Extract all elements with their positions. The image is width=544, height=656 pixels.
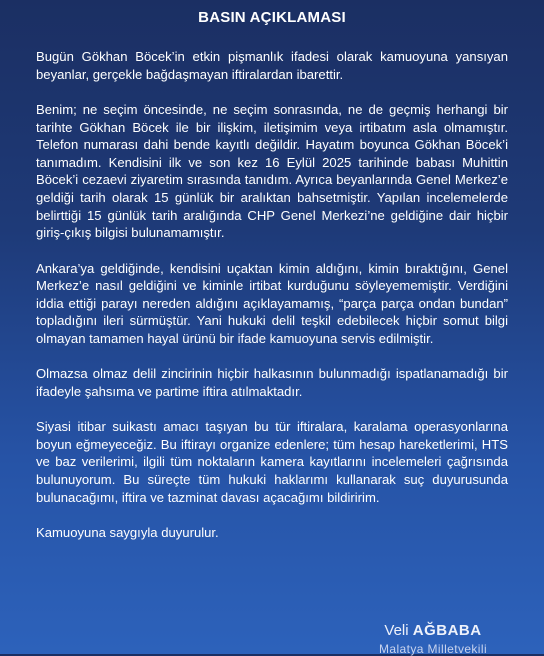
paragraph-1: Bugün Gökhan Böcek’in etkin pişmanlık ifadesi olarak kamuoyuna yansıyan beyanlar, gerçekle bağdaşmayan iftiralardan ibarettir.	[36, 49, 508, 82]
signature-last-name: AĞBABA	[412, 622, 482, 639]
signature-block	[358, 622, 508, 656]
signature-name	[358, 622, 508, 640]
press-release-page	[36, 0, 508, 654]
closing-line: Kamuoyuna saygıyla duyurulur.	[36, 525, 219, 541]
paragraph-3: Ankara’ya geldiğinde, kendisini uçaktan kimin aldığını, kimin bıraktığını, Genel Merkez’e nasıl geldiğini ve kiminle irtibat kurduğunu söyleyememiştir. Verdiğini iddia ettiği parayı nereden aldığını açıklayamamış, “parça parça ondan bundan” topladığını ileri sürmüştür. Yani hukuki delil teşkil edebilecek hiçbir somut bilgi olmayan tamamen hayal ürünü bir ifade kamuoyuna servis edilmiştir.	[36, 260, 508, 346]
paragraph-2: Benim; ne seçim öncesinde, ne seçim sonrasında, ne de geçmiş herhangi bir tarihte Gökhan Böcek ile bir ilişkim, iletişimim veya irtibatım asla olmamıştır. Telefon numarası dahi bende kayıtlı değildir. Hayatım boyunca Gökhan Böcek’i tanımadım. Kendisini ilk ve son kez 16 Eylül 2025 tarihinde babası Muhittin Böcek’i cezaevi ziyaretim sırasında tanıdım. Ayrıca beyanlarında Genel Merkez’e geldiği tarih olarak 15 günlük bir aralıktan bahsetmiştir. Yapılan incelemelerde belirttiği 15 günlük tarih aralığında CHP Genel Merkezi’ne geldiğine dair hiçbir giriş-çıkış bilgisi bulunamamıştır.	[36, 101, 508, 241]
paragraph-5: Siyasi itibar suikastı amacı taşıyan bu tür iftiralara, karalama operasyonlarına boyun eğmeyeceğiz. Bu iftirayı organize edenlere; tüm hesap hareketlerimi, HTS ve baz verilerimi, ilgili tüm noktaların kamera kayıtlarını incelemeleri çağrısında bulunuyorum. Bu süreçte tüm hukuki haklarımı kullanarak suç duyurusunda bulunacağımı, iftira ve tazminat davası açacağımı bildiririm.	[36, 419, 508, 505]
signature-role: Malatya Milletvekili	[378, 642, 488, 656]
signature-first-name: Veli	[384, 622, 409, 639]
paragraph-4: Olmazsa olmaz delil zincirinin hiçbir halkasının bulunmadığı ispatlanamadığı bir ifadeyle şahsıma ve partime iftira atılmaktadır.	[36, 366, 508, 399]
document-body	[36, 48, 508, 559]
document-title: BASIN AÇIKLAMASI	[198, 9, 346, 26]
